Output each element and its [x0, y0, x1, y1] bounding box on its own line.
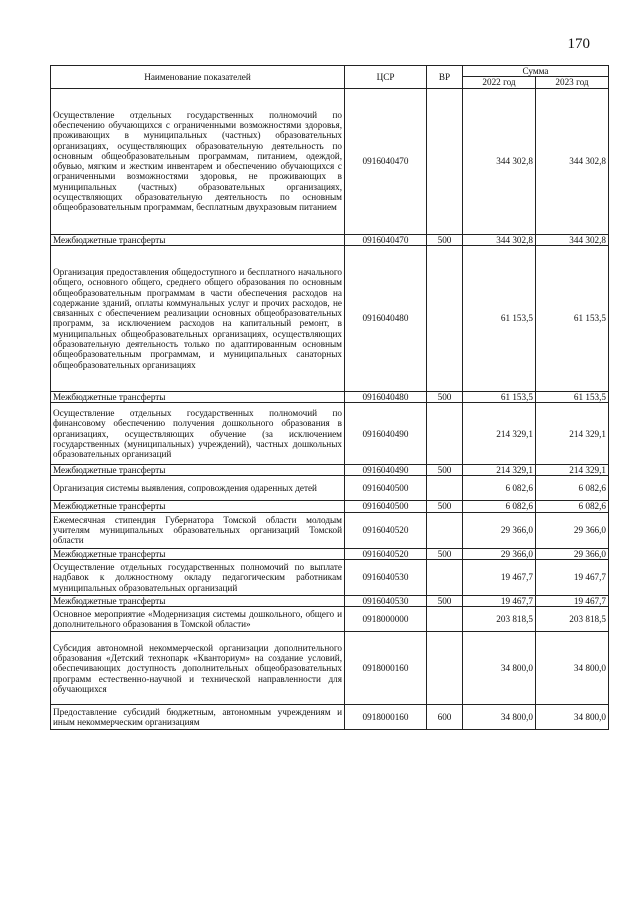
- row-csr: 0916040500: [345, 476, 427, 501]
- table-row: [51, 705, 609, 730]
- row-vr: 500: [427, 548, 463, 559]
- row-sum-2022: 344 302,8: [463, 234, 536, 245]
- row-sum-2022: 29 366,0: [463, 548, 536, 559]
- row-vr: [427, 560, 463, 596]
- row-sum-2022: 19 467,7: [463, 560, 536, 596]
- table-row: [51, 560, 609, 596]
- table-row: [51, 465, 609, 476]
- row-csr: 0916040530: [345, 596, 427, 607]
- row-sum-2022: 6 082,6: [463, 476, 536, 501]
- row-name: Организация предоставления общедоступного и бесплатного начального общего, основного общего, среднего общего образования по основным общеобразовательным программам в части обеспечения расходов на содержание зданий, оплаты коммунальных услуг и прочих расходов, не связанных с обеспечением реализации основных общеобразовательных программ, за исключением расходов на капитальный ремонт, в муниципальных общеобразовательных организациях, осуществляющих образовательную деятельность только по адаптированным основным общеобразовательным программам, и муниципальных санаторных общеобразовательных организациях: [51, 245, 345, 391]
- row-name: Ежемесячная стипендия Губернатора Томской области молодым учителям муниципальных образовательных организаций Томской области: [51, 512, 345, 548]
- table-row: [51, 403, 609, 465]
- row-vr: [427, 512, 463, 548]
- row-sum-2023: 61 153,5: [536, 245, 609, 391]
- row-sum-2023: 34 800,0: [536, 705, 609, 730]
- row-name: Межбюджетные трансферты: [51, 391, 345, 402]
- row-name: Осуществление отдельных государственных полномочий по выплате надбавок к должностному окладу педагогическим работникам муниципальных образовательных организаций: [51, 560, 345, 596]
- table-row: [51, 632, 609, 705]
- table-body: [51, 88, 609, 730]
- row-sum-2022: 344 302,8: [463, 88, 536, 234]
- row-sum-2022: 19 467,7: [463, 596, 536, 607]
- row-sum-2022: 214 329,1: [463, 465, 536, 476]
- row-sum-2023: 6 082,6: [536, 501, 609, 512]
- row-name: Организация системы выявления, сопровождения одаренных детей: [51, 476, 345, 501]
- row-vr: 500: [427, 596, 463, 607]
- row-csr: 0916040530: [345, 560, 427, 596]
- table-row: [51, 88, 609, 234]
- table-row: [51, 596, 609, 607]
- row-name: Осуществление отдельных государственных полномочий по финансовому обеспечению получения дошкольного образования в организациях, осуществляющих обучение (за исключением государственных (муниципальных) учреждений), частных дошкольных образовательных организаций: [51, 403, 345, 465]
- row-csr: 0916040490: [345, 403, 427, 465]
- row-vr: 500: [427, 391, 463, 402]
- row-sum-2023: 29 366,0: [536, 512, 609, 548]
- header-year-2023: 2023 год: [536, 77, 609, 88]
- row-name: Межбюджетные трансферты: [51, 501, 345, 512]
- row-vr: 500: [427, 501, 463, 512]
- row-name: Субсидия автономной некоммерческой организации дополнительного образования «Детский технопарк «Кванториум» на создание условий, обеспечивающих доступность дополнительных общеобразовательных программ естественно-научной и технической направленности для обучающихся: [51, 632, 345, 705]
- row-csr: 0916040480: [345, 391, 427, 402]
- row-csr: 0918000160: [345, 705, 427, 730]
- row-vr: 500: [427, 465, 463, 476]
- row-vr: [427, 476, 463, 501]
- table-row: [51, 501, 609, 512]
- row-csr: 0916040470: [345, 88, 427, 234]
- row-sum-2023: 214 329,1: [536, 403, 609, 465]
- row-vr: [427, 245, 463, 391]
- header-name: Наименование показателей: [51, 66, 345, 89]
- row-name: Основное мероприятие «Модернизация системы дошкольного, общего и дополнительного образования в Томской области»: [51, 607, 345, 632]
- table-row: [51, 607, 609, 632]
- row-sum-2022: 29 366,0: [463, 512, 536, 548]
- table-row: [51, 512, 609, 548]
- table-row: [51, 245, 609, 391]
- row-sum-2022: 6 082,6: [463, 501, 536, 512]
- row-name: Межбюджетные трансферты: [51, 596, 345, 607]
- row-sum-2023: 6 082,6: [536, 476, 609, 501]
- row-sum-2023: 344 302,8: [536, 234, 609, 245]
- row-vr: [427, 403, 463, 465]
- header-year-2022: 2022 год: [463, 77, 536, 88]
- row-sum-2023: 29 366,0: [536, 548, 609, 559]
- row-sum-2023: 19 467,7: [536, 596, 609, 607]
- row-csr: 0916040500: [345, 501, 427, 512]
- table-row: [51, 391, 609, 402]
- row-csr: 0916040520: [345, 512, 427, 548]
- row-sum-2023: 34 800,0: [536, 632, 609, 705]
- row-vr: 500: [427, 234, 463, 245]
- row-vr: [427, 88, 463, 234]
- table-row: [51, 476, 609, 501]
- row-sum-2022: 61 153,5: [463, 391, 536, 402]
- header-csr: ЦСР: [345, 66, 427, 89]
- table-row: [51, 234, 609, 245]
- row-sum-2023: 203 818,5: [536, 607, 609, 632]
- budget-table: [50, 65, 609, 730]
- row-sum-2023: 214 329,1: [536, 465, 609, 476]
- row-csr: 0918000000: [345, 607, 427, 632]
- row-sum-2022: 34 800,0: [463, 705, 536, 730]
- row-name: Предоставление субсидий бюджетным, автономным учреждениям и иным некоммерческим организациям: [51, 705, 345, 730]
- row-name: Межбюджетные трансферты: [51, 234, 345, 245]
- row-sum-2023: 344 302,8: [536, 88, 609, 234]
- row-csr: 0916040490: [345, 465, 427, 476]
- row-name: Осуществление отдельных государственных полномочий по обеспечению обучающихся с ограниченными возможностями здоровья, проживающих в муниципальных (частных) образовательных организациях, осуществляющих образовательную деятельность по основным общеобразовательным программам, питанием, одеждой, обувью, мягким и жестким инвентарем и обеспечению обучающихся с ограниченными возможностями здоровья, не проживающих в муниципальных (частных) образовательных организациях, осуществляющих образовательную деятельность по основным общеобразовательным программам, бесплатным двухразовым питанием: [51, 88, 345, 234]
- row-sum-2022: 214 329,1: [463, 403, 536, 465]
- row-sum-2022: 203 818,5: [463, 607, 536, 632]
- row-vr: 600: [427, 705, 463, 730]
- header-vr: ВР: [427, 66, 463, 89]
- row-sum-2022: 34 800,0: [463, 632, 536, 705]
- row-sum-2023: 19 467,7: [536, 560, 609, 596]
- row-csr: 0916040480: [345, 245, 427, 391]
- row-sum-2023: 61 153,5: [536, 391, 609, 402]
- table-row: [51, 548, 609, 559]
- row-csr: 0916040520: [345, 548, 427, 559]
- row-name: Межбюджетные трансферты: [51, 465, 345, 476]
- row-name: Межбюджетные трансферты: [51, 548, 345, 559]
- row-csr: 0918000160: [345, 632, 427, 705]
- header-sum: Сумма: [463, 66, 609, 77]
- row-sum-2022: 61 153,5: [463, 245, 536, 391]
- page-number: 170: [567, 36, 590, 52]
- row-vr: [427, 632, 463, 705]
- row-csr: 0916040470: [345, 234, 427, 245]
- row-vr: [427, 607, 463, 632]
